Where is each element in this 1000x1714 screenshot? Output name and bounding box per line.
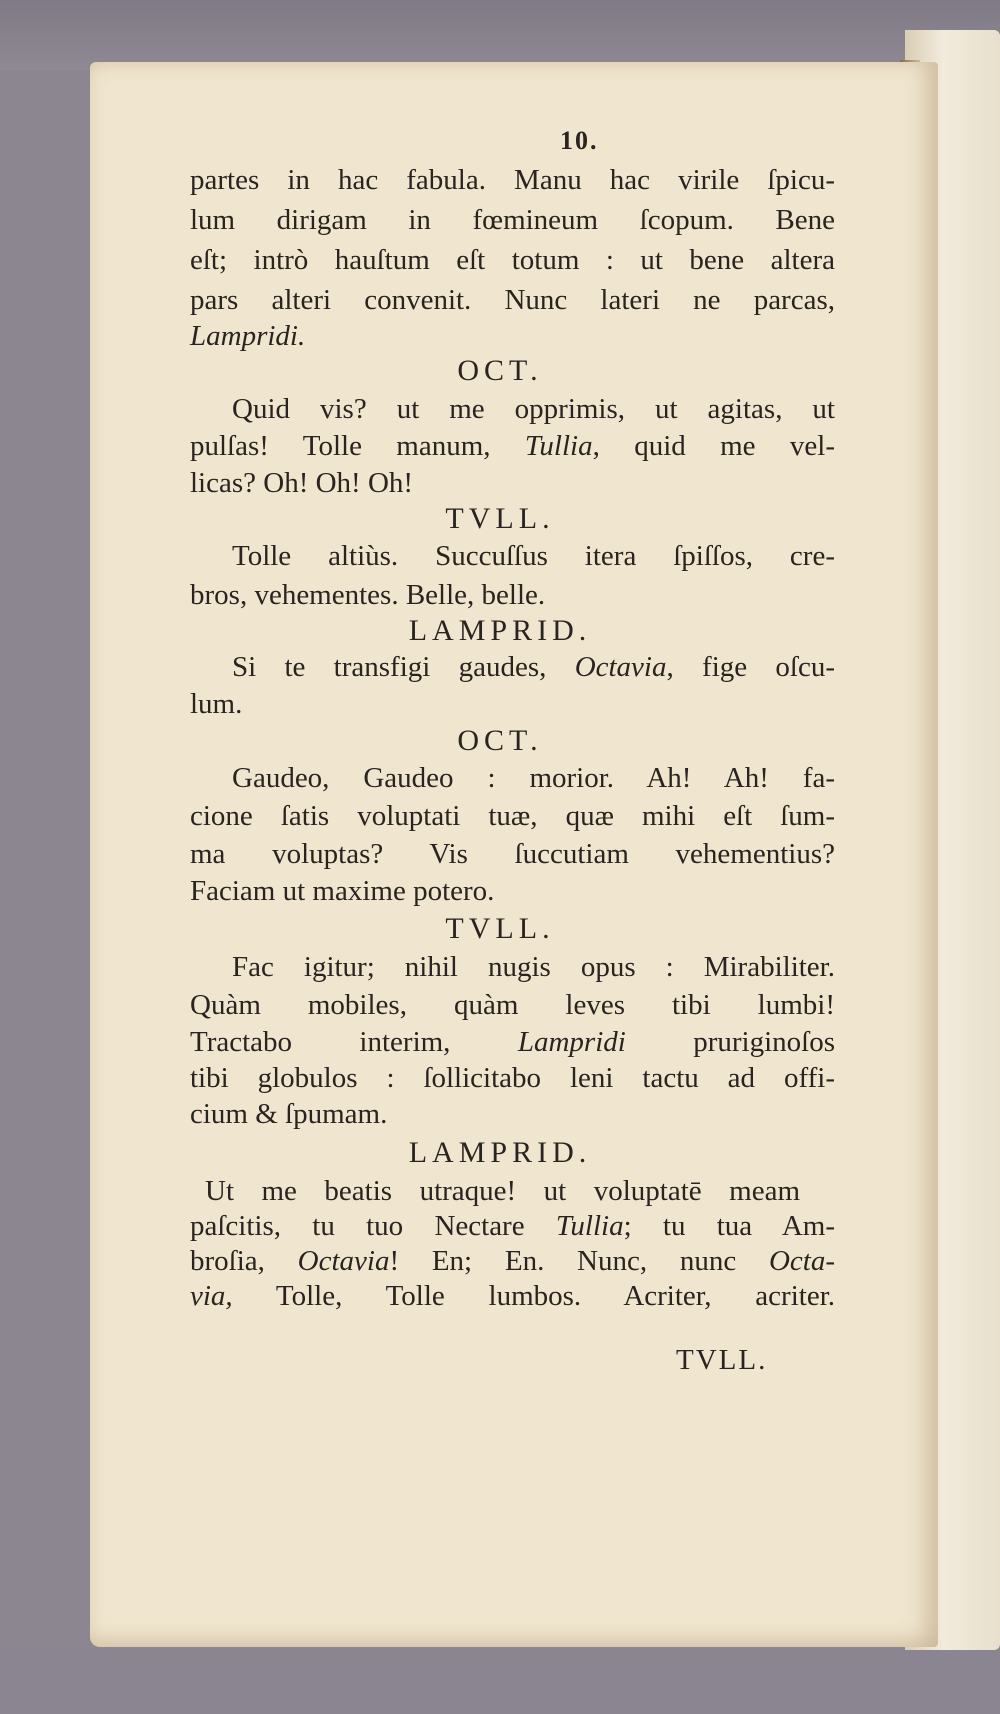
text-line: [190, 165, 835, 195]
text-segment: Tolle altiùs. Succuſſus itera ſpiſſos, cre-: [232, 540, 835, 572]
text-line: [190, 285, 835, 315]
text-segment: bros, vehementes. Belle, belle.: [190, 579, 546, 611]
speaker-heading: [380, 356, 620, 386]
text-line: [190, 1281, 835, 1311]
catchword: TVLL.: [676, 1344, 768, 1376]
text-segment: , quid me vel-: [592, 430, 835, 462]
text-segment: paſcitis, tu tuo Nectare: [190, 1210, 556, 1242]
text-segment: broſia,: [190, 1245, 298, 1277]
text-segment: OCT.: [457, 724, 543, 757]
italic-name: Lampridi: [517, 1026, 626, 1058]
text-line: [190, 876, 494, 906]
text-segment: Quàm mobiles, quàm leves tibi lumbi!: [190, 989, 835, 1021]
text-segment: ; tu tua Am-: [623, 1210, 836, 1242]
text-line: [190, 1211, 835, 1241]
text-line: [190, 1027, 835, 1057]
text-segment: Gaudeo, Gaudeo : morior. Ah! Ah! fa-: [232, 762, 835, 794]
text-segment: ! En; En. Nunc, nunc: [389, 1245, 769, 1277]
text-segment: LAMPRID.: [408, 1136, 592, 1169]
text-segment: OCT.: [457, 354, 543, 387]
text-segment: lum dirigam in fœmineum ſcopum. Bene: [190, 204, 835, 236]
text-line: [232, 763, 835, 793]
italic-name: Octavia: [574, 651, 667, 683]
text-segment: partes in hac fabula. Manu hac virile ſpicu-: [190, 164, 835, 196]
text-segment: Ut me beatis utraque! ut voluptatē meam: [205, 1175, 800, 1207]
text-segment: cium & ſpumam.: [190, 1098, 388, 1130]
text-segment: lum.: [190, 688, 243, 720]
text-segment: Tractabo interim,: [190, 1026, 518, 1058]
speaker-heading: [380, 726, 620, 756]
text-segment: ma voluptas? Vis ſuccutiam vehementius?: [190, 838, 835, 870]
text-line: [190, 321, 305, 351]
italic-name: via,: [190, 1280, 233, 1312]
text-line: [190, 468, 413, 498]
speaker-heading: [380, 504, 620, 534]
text-line: [190, 990, 835, 1020]
text-segment: LAMPRID.: [408, 614, 592, 647]
background: [0, 0, 1000, 70]
speaker-heading: [380, 914, 620, 944]
italic-name: Octavia: [297, 1245, 390, 1277]
speaker-heading: [380, 1138, 620, 1168]
text-segment: licas? Oh! Oh! Oh!: [190, 467, 414, 499]
text-line: [190, 1099, 387, 1129]
text-segment: Tolle, Tolle lumbos. Acriter, acriter.: [232, 1280, 835, 1312]
text-segment: Quid vis? ut me opprimis, ut agitas, ut: [232, 393, 835, 425]
text-line: [190, 431, 835, 461]
text-line: [232, 652, 835, 682]
text-segment: pruriginoſos: [625, 1026, 836, 1058]
text-segment: Fac igitur; nihil nugis opus : Mirabiliter.: [232, 951, 835, 983]
text-line: [190, 205, 835, 235]
text-segment: Si te transfigi gaudes,: [232, 651, 575, 683]
italic-name: Tullia: [524, 430, 593, 462]
text-line: [205, 1176, 800, 1206]
text-line: [190, 689, 242, 719]
text-line: [190, 839, 835, 869]
background: [0, 1650, 1000, 1714]
text-line: [190, 580, 545, 610]
italic-name: Octa-: [768, 1245, 835, 1277]
text-segment: TVLL.: [445, 912, 555, 945]
text-line: [190, 1246, 835, 1276]
text-line: [232, 541, 835, 571]
text-segment: eſt; intrò hauſtum eſt totum : ut bene altera: [190, 244, 835, 276]
italic-name: Tullia: [555, 1210, 624, 1242]
speaker-heading: [380, 616, 620, 646]
text-segment: cione ſatis voluptati tuæ, quæ mihi eſt ſum-: [190, 800, 835, 832]
text-segment: tibi globulos : ſollicitabo leni tactu ad offi-: [190, 1062, 835, 1094]
italic-name: Lampridi.: [190, 320, 306, 352]
text-line: [232, 952, 835, 982]
text-line: [232, 394, 835, 424]
text-segment: , fige oſcu-: [666, 651, 835, 683]
page-number: 10.: [560, 126, 599, 155]
text-line: [190, 1063, 835, 1093]
text-line: [190, 245, 835, 275]
text-segment: TVLL.: [445, 502, 555, 535]
text-segment: Faciam ut maxime potero.: [190, 875, 495, 907]
text-line: [190, 801, 835, 831]
text-segment: pulſas! Tolle manum,: [190, 430, 525, 462]
text-segment: pars alteri convenit. Nunc lateri ne parcas,: [190, 284, 835, 316]
